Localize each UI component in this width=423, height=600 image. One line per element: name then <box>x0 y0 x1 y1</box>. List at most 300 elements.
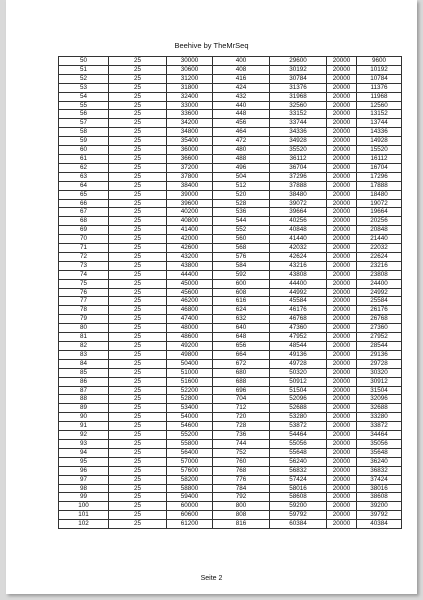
table-cell: 20000 <box>327 448 357 457</box>
table-cell: 25 <box>109 181 167 190</box>
table-cell: 50400 <box>167 359 213 368</box>
table-cell: 30000 <box>167 57 213 66</box>
table-cell: 67 <box>59 208 109 217</box>
table-cell: 45600 <box>167 288 213 297</box>
table-cell: 41400 <box>167 226 213 235</box>
table-cell: 37296 <box>270 172 327 181</box>
table-cell: 20000 <box>327 137 357 146</box>
table-cell: 33280 <box>357 413 402 422</box>
table-row <box>59 359 402 368</box>
table-cell: 25 <box>109 92 167 101</box>
table-cell: 800 <box>213 502 270 511</box>
table-cell: 51504 <box>270 386 327 395</box>
table-row <box>59 493 402 502</box>
table-cell: 20000 <box>327 279 357 288</box>
table-cell: 20000 <box>327 359 357 368</box>
table-row <box>59 83 402 92</box>
table-cell: 19664 <box>357 208 402 217</box>
table-cell: 37424 <box>357 475 402 484</box>
table-cell: 47360 <box>270 324 327 333</box>
table-cell: 21440 <box>357 235 402 244</box>
table-cell: 59400 <box>167 493 213 502</box>
table-cell: 61200 <box>167 520 213 529</box>
table-cell: 60 <box>59 146 109 155</box>
table-cell: 25 <box>109 137 167 146</box>
table-cell: 82 <box>59 342 109 351</box>
table-cell: 25 <box>109 511 167 520</box>
table-cell: 38608 <box>357 493 402 502</box>
table-cell: 44992 <box>270 288 327 297</box>
table-cell: 32688 <box>357 404 402 413</box>
table-cell: 20000 <box>327 154 357 163</box>
table-cell: 20000 <box>327 110 357 119</box>
table-cell: 592 <box>213 270 270 279</box>
table-row <box>59 413 402 422</box>
table-row <box>59 270 402 279</box>
table-cell: 34200 <box>167 119 213 128</box>
table-cell: 72 <box>59 252 109 261</box>
table-row <box>59 217 402 226</box>
table-cell: 43216 <box>270 261 327 270</box>
table-cell: 36704 <box>270 163 327 172</box>
table-cell: 728 <box>213 422 270 431</box>
table-cell: 39792 <box>357 511 402 520</box>
table-row <box>59 297 402 306</box>
table-row <box>59 208 402 217</box>
table-cell: 25 <box>109 244 167 253</box>
table-cell: 20000 <box>327 252 357 261</box>
data-table <box>58 56 402 529</box>
table-cell: 20000 <box>327 422 357 431</box>
page-footer: Seite 2 <box>200 575 223 582</box>
table-cell: 97 <box>59 475 109 484</box>
table-cell: 32400 <box>167 92 213 101</box>
table-cell: 20000 <box>327 350 357 359</box>
table-cell: 35400 <box>167 137 213 146</box>
table-cell: 504 <box>213 172 270 181</box>
table-cell: 25 <box>109 306 167 315</box>
table-cell: 20000 <box>327 377 357 386</box>
table-cell: 70 <box>59 235 109 244</box>
table-cell: 25 <box>109 431 167 440</box>
table-cell: 42000 <box>167 235 213 244</box>
table-cell: 25 <box>109 457 167 466</box>
table-cell: 49200 <box>167 342 213 351</box>
table-cell: 11968 <box>357 92 402 101</box>
table-cell: 46800 <box>167 306 213 315</box>
table-cell: 33600 <box>167 110 213 119</box>
table-cell: 54000 <box>167 413 213 422</box>
table-row <box>59 199 402 208</box>
table-row <box>59 333 402 342</box>
table-cell: 792 <box>213 493 270 502</box>
table-cell: 520 <box>213 190 270 199</box>
table-cell: 92 <box>59 431 109 440</box>
table-cell: 83 <box>59 350 109 359</box>
table-cell: 96 <box>59 466 109 475</box>
table-cell: 25 <box>109 350 167 359</box>
table-row <box>59 439 402 448</box>
table-cell: 51 <box>59 65 109 74</box>
table-cell: 33744 <box>270 119 327 128</box>
table-cell: 56240 <box>270 457 327 466</box>
table-cell: 25 <box>109 208 167 217</box>
table-cell: 632 <box>213 315 270 324</box>
table-cell: 25584 <box>357 297 402 306</box>
table-cell: 464 <box>213 128 270 137</box>
table-row <box>59 261 402 270</box>
table-cell: 31200 <box>167 74 213 83</box>
table-cell: 61 <box>59 154 109 163</box>
table-cell: 25 <box>109 74 167 83</box>
table-row <box>59 422 402 431</box>
table-cell: 528 <box>213 199 270 208</box>
table-cell: 20000 <box>327 128 357 137</box>
table-cell: 25 <box>109 484 167 493</box>
table-cell: 52800 <box>167 395 213 404</box>
table-cell: 88 <box>59 395 109 404</box>
table-cell: 20000 <box>327 146 357 155</box>
table-cell: 25 <box>109 288 167 297</box>
table-cell: 37200 <box>167 163 213 172</box>
table-cell: 47400 <box>167 315 213 324</box>
table-cell: 20000 <box>327 484 357 493</box>
table-cell: 25 <box>109 172 167 181</box>
table-cell: 20000 <box>327 475 357 484</box>
table-cell: 20000 <box>327 457 357 466</box>
table-cell: 33000 <box>167 101 213 110</box>
table-cell: 94 <box>59 448 109 457</box>
table-cell: 432 <box>213 92 270 101</box>
table-row <box>59 172 402 181</box>
table-cell: 25 <box>109 199 167 208</box>
table-cell: 760 <box>213 457 270 466</box>
table-cell: 55 <box>59 101 109 110</box>
table-cell: 480 <box>213 146 270 155</box>
table-cell: 40200 <box>167 208 213 217</box>
table-cell: 744 <box>213 439 270 448</box>
table-row <box>59 137 402 146</box>
table-row <box>59 520 402 529</box>
table-row <box>59 163 402 172</box>
table-cell: 20000 <box>327 74 357 83</box>
table-cell: 49136 <box>270 350 327 359</box>
table-row <box>59 235 402 244</box>
table-cell: 496 <box>213 163 270 172</box>
table-cell: 45000 <box>167 279 213 288</box>
table-cell: 25 <box>109 154 167 163</box>
table-cell: 85 <box>59 368 109 377</box>
table-cell: 30784 <box>270 74 327 83</box>
table-cell: 784 <box>213 484 270 493</box>
table-cell: 66 <box>59 199 109 208</box>
table-cell: 624 <box>213 306 270 315</box>
table-cell: 27360 <box>357 324 402 333</box>
table-cell: 20000 <box>327 163 357 172</box>
table-cell: 55800 <box>167 439 213 448</box>
table-cell: 20000 <box>327 395 357 404</box>
table-cell: 400 <box>213 57 270 66</box>
table-cell: 40800 <box>167 217 213 226</box>
table-cell: 30912 <box>357 377 402 386</box>
table-cell: 704 <box>213 395 270 404</box>
table-cell: 33152 <box>270 110 327 119</box>
document-title: Beehive by TheMrSeq <box>174 41 249 50</box>
table-cell: 35648 <box>357 448 402 457</box>
table-cell: 25 <box>109 448 167 457</box>
table-cell: 38400 <box>167 181 213 190</box>
table-cell: 25 <box>109 422 167 431</box>
table-cell: 25 <box>109 83 167 92</box>
table-cell: 57600 <box>167 466 213 475</box>
table-cell: 608 <box>213 288 270 297</box>
table-row <box>59 395 402 404</box>
table-row <box>59 377 402 386</box>
table-cell: 36000 <box>167 146 213 155</box>
table-cell: 20000 <box>327 261 357 270</box>
table-cell: 24400 <box>357 279 402 288</box>
table-cell: 16704 <box>357 163 402 172</box>
table-cell: 53280 <box>270 413 327 422</box>
table-row <box>59 252 402 261</box>
table-cell: 91 <box>59 422 109 431</box>
table-cell: 41440 <box>270 235 327 244</box>
table-cell: 584 <box>213 261 270 270</box>
table-cell: 472 <box>213 137 270 146</box>
table-cell: 52096 <box>270 395 327 404</box>
table-cell: 19072 <box>357 199 402 208</box>
table-cell: 29728 <box>357 359 402 368</box>
table-cell: 25 <box>109 297 167 306</box>
table-cell: 680 <box>213 368 270 377</box>
table-cell: 31968 <box>270 92 327 101</box>
table-cell: 100 <box>59 502 109 511</box>
table-cell: 102 <box>59 520 109 529</box>
table-cell: 20000 <box>327 83 357 92</box>
table-cell: 53872 <box>270 422 327 431</box>
table-cell: 512 <box>213 181 270 190</box>
table-cell: 25 <box>109 413 167 422</box>
table-cell: 44400 <box>270 279 327 288</box>
table-cell: 40384 <box>357 520 402 529</box>
table-cell: 53400 <box>167 404 213 413</box>
table-row <box>59 350 402 359</box>
table-cell: 38016 <box>357 484 402 493</box>
table-cell: 46200 <box>167 297 213 306</box>
table-row <box>59 288 402 297</box>
table-row <box>59 306 402 315</box>
table-cell: 536 <box>213 208 270 217</box>
table-cell: 89 <box>59 404 109 413</box>
table-cell: 672 <box>213 359 270 368</box>
table-cell: 31504 <box>357 386 402 395</box>
table-row <box>59 146 402 155</box>
table-cell: 39000 <box>167 190 213 199</box>
table-cell: 488 <box>213 154 270 163</box>
table-cell: 58200 <box>167 475 213 484</box>
table-cell: 53 <box>59 83 109 92</box>
table-cell: 25 <box>109 217 167 226</box>
table-cell: 664 <box>213 350 270 359</box>
table-cell: 25 <box>109 128 167 137</box>
table-cell: 768 <box>213 466 270 475</box>
table-cell: 752 <box>213 448 270 457</box>
table-cell: 99 <box>59 493 109 502</box>
table-cell: 808 <box>213 511 270 520</box>
table-cell: 648 <box>213 333 270 342</box>
table-cell: 101 <box>59 511 109 520</box>
table-cell: 42032 <box>270 244 327 253</box>
table-cell: 75 <box>59 279 109 288</box>
table-cell: 42600 <box>167 244 213 253</box>
table-cell: 51000 <box>167 368 213 377</box>
table-cell: 52 <box>59 74 109 83</box>
table-cell: 25 <box>109 146 167 155</box>
table-cell: 20000 <box>327 199 357 208</box>
table-row <box>59 190 402 199</box>
table-cell: 57000 <box>167 457 213 466</box>
table-cell: 10192 <box>357 65 402 74</box>
table-cell: 30600 <box>167 65 213 74</box>
table-cell: 23216 <box>357 261 402 270</box>
table-cell: 65 <box>59 190 109 199</box>
table-cell: 50912 <box>270 377 327 386</box>
table-cell: 544 <box>213 217 270 226</box>
table-row <box>59 315 402 324</box>
table-cell: 52200 <box>167 386 213 395</box>
table-row <box>59 457 402 466</box>
table-row <box>59 119 402 128</box>
table-cell: 20000 <box>327 324 357 333</box>
table-cell: 18480 <box>357 190 402 199</box>
table-cell: 552 <box>213 226 270 235</box>
table-cell: 25 <box>109 261 167 270</box>
table-cell: 20000 <box>327 190 357 199</box>
table-cell: 20000 <box>327 57 357 66</box>
table-cell: 22032 <box>357 244 402 253</box>
table-cell: 776 <box>213 475 270 484</box>
table-cell: 39664 <box>270 208 327 217</box>
table-cell: 58800 <box>167 484 213 493</box>
table-cell: 38480 <box>270 190 327 199</box>
table-cell: 20000 <box>327 181 357 190</box>
table-cell: 34928 <box>270 137 327 146</box>
table-cell: 616 <box>213 297 270 306</box>
table-cell: 44400 <box>167 270 213 279</box>
table-cell: 13152 <box>357 110 402 119</box>
table-cell: 40256 <box>270 217 327 226</box>
table-cell: 43808 <box>270 270 327 279</box>
table-cell: 59792 <box>270 511 327 520</box>
table-cell: 46176 <box>270 306 327 315</box>
table-cell: 20000 <box>327 226 357 235</box>
table-row <box>59 484 402 493</box>
table-cell: 68 <box>59 217 109 226</box>
table-cell: 29600 <box>270 57 327 66</box>
table-cell: 58608 <box>270 493 327 502</box>
table-cell: 78 <box>59 306 109 315</box>
table-cell: 36112 <box>270 154 327 163</box>
table-cell: 52688 <box>270 404 327 413</box>
table-cell: 50 <box>59 57 109 66</box>
table-cell: 31800 <box>167 83 213 92</box>
table-cell: 55648 <box>270 448 327 457</box>
table-cell: 42624 <box>270 252 327 261</box>
table-row <box>59 502 402 511</box>
table-row <box>59 110 402 119</box>
table-row <box>59 92 402 101</box>
table-cell: 656 <box>213 342 270 351</box>
table-cell: 34464 <box>357 431 402 440</box>
table-cell: 696 <box>213 386 270 395</box>
table-cell: 17296 <box>357 172 402 181</box>
table-cell: 62 <box>59 163 109 172</box>
table-cell: 48600 <box>167 333 213 342</box>
table-cell: 49728 <box>270 359 327 368</box>
table-row <box>59 466 402 475</box>
table-cell: 456 <box>213 119 270 128</box>
table-cell: 20000 <box>327 368 357 377</box>
table-cell: 13744 <box>357 119 402 128</box>
table-cell: 25 <box>109 368 167 377</box>
table-cell: 816 <box>213 520 270 529</box>
table-cell: 59 <box>59 137 109 146</box>
table-cell: 15520 <box>357 146 402 155</box>
table-cell: 57 <box>59 119 109 128</box>
table-cell: 20000 <box>327 208 357 217</box>
table-cell: 63 <box>59 172 109 181</box>
table-cell: 20000 <box>327 235 357 244</box>
table-cell: 93 <box>59 439 109 448</box>
table-cell: 58016 <box>270 484 327 493</box>
table-cell: 77 <box>59 297 109 306</box>
table-cell: 81 <box>59 333 109 342</box>
table-cell: 74 <box>59 270 109 279</box>
table-cell: 25 <box>109 520 167 529</box>
table-cell: 28544 <box>357 342 402 351</box>
table-cell: 25 <box>109 395 167 404</box>
table-cell: 86 <box>59 377 109 386</box>
table-cell: 20000 <box>327 288 357 297</box>
table-cell: 36240 <box>357 457 402 466</box>
table-cell: 25 <box>109 57 167 66</box>
table-cell: 20000 <box>327 101 357 110</box>
table-cell: 58 <box>59 128 109 137</box>
table-cell: 720 <box>213 413 270 422</box>
table-cell: 24992 <box>357 288 402 297</box>
table-cell: 25 <box>109 252 167 261</box>
table-cell: 25 <box>109 377 167 386</box>
table-row <box>59 431 402 440</box>
document-page <box>6 0 417 594</box>
table-cell: 69 <box>59 226 109 235</box>
table-cell: 576 <box>213 252 270 261</box>
table-cell: 20000 <box>327 520 357 529</box>
table-cell: 26768 <box>357 315 402 324</box>
table-cell: 25 <box>109 324 167 333</box>
table-cell: 43800 <box>167 261 213 270</box>
table-cell: 59200 <box>270 502 327 511</box>
table-cell: 25 <box>109 475 167 484</box>
table-cell: 23808 <box>357 270 402 279</box>
table-cell: 26176 <box>357 306 402 315</box>
table-cell: 25 <box>109 404 167 413</box>
table-row <box>59 511 402 520</box>
table-cell: 25 <box>109 190 167 199</box>
table-cell: 60600 <box>167 511 213 520</box>
table-cell: 20000 <box>327 172 357 181</box>
table-cell: 9600 <box>357 57 402 66</box>
